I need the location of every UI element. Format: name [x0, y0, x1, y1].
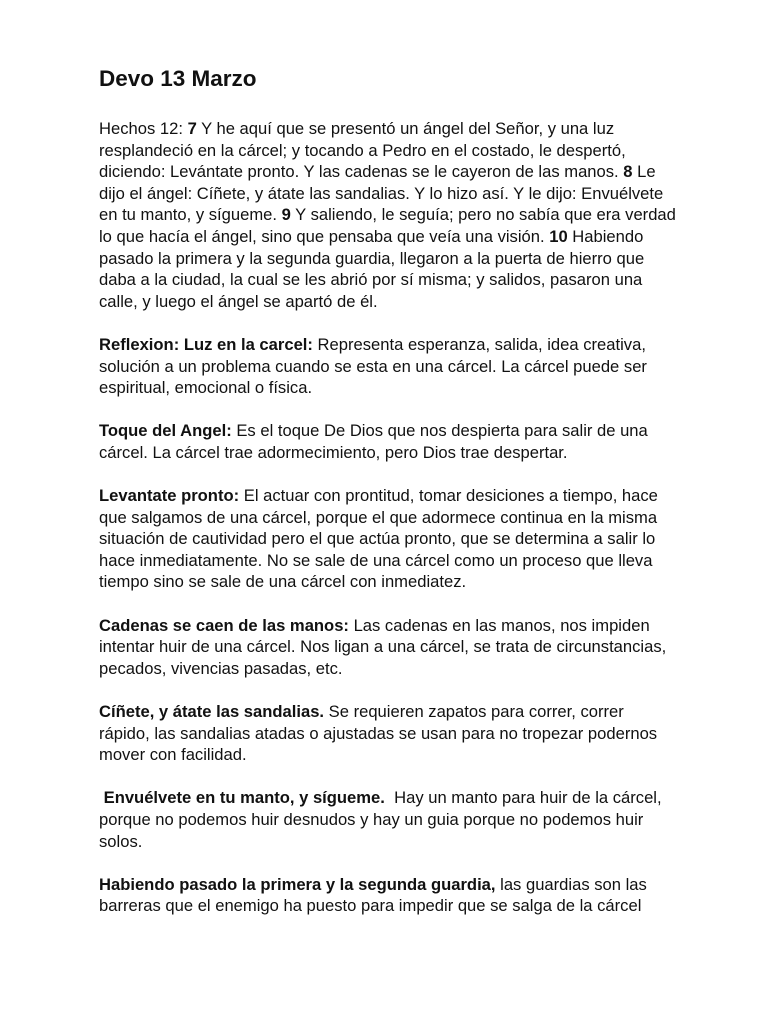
scripture-paragraph [99, 118, 679, 312]
reflection-paragraph [99, 485, 679, 593]
reflection-paragraph [99, 420, 679, 463]
scripture-text: Y he aquí que se presentó un ángel del Señor, y una luz resplandeció en la cárcel; y tocando a Pedro en el costado, le despertó, diciendo: Levántate pronto. Y las cadenas se le cayeron de las manos. [99, 119, 626, 182]
scripture-text: Hechos 12: [99, 119, 188, 138]
document-page [99, 64, 679, 939]
reflection-heading: Cadenas se caen de las manos: [99, 615, 349, 635]
reflection-heading: Levantate pronto: [99, 486, 240, 506]
verse-number: 9 [281, 205, 291, 225]
reflection-text: Es el toque De Dios que nos despierta para salir de una cárcel. La cárcel trae adormecimiento, pero Dios trae despertar. [99, 421, 648, 462]
document-title: Devo 13 Marzo [99, 66, 257, 91]
reflection-heading: Habiendo pasado la primera y la segunda guardia, [99, 874, 496, 894]
reflection-text: Las cadenas en las manos, nos impiden intentar huir de una cárcel. Nos ligan a una cárcel, se trata de circunstancias, pecados, vivencias pasadas, etc. [99, 615, 667, 678]
reflection-text: las guardias son las barreras que el enemigo ha puesto para impedir que se salga de la cárcel [99, 874, 647, 916]
reflection-heading: Reflexion: Luz en la carcel: [99, 334, 313, 354]
verse-number: 8 [623, 162, 633, 182]
reflection-text: Representa esperanza, salida, idea creativa, solución a un problema cuando se esta en una cárcel. La cárcel puede ser espiritual, emocional o física. [99, 334, 647, 398]
reflection-heading: Toque del Angel: [99, 421, 232, 441]
reflection-paragraph [99, 701, 679, 766]
reflection-text: El actuar con prontitud, tomar desiciones a tiempo, hace que salgamos de una cárcel, porque el que adormece continua en la misma situación de cautividad pero el que actúa pronto, que se determina a salir lo hace inmediatamente. No se sale de una cárcel como un proceso que lleva tiempo sino se sale de una cárcel con inmediatez. [99, 486, 658, 592]
reflection-heading: Envuélvete en tu manto, y sígueme. [99, 788, 385, 808]
reflection-paragraph [99, 874, 679, 917]
reflection-heading: Cíñete, y átate las sandalias. [99, 702, 325, 722]
verse-number: 7 [187, 119, 197, 138]
reflection-text: Hay un manto para huir de la cárcel, porque no podemos huir desnudos y hay un guia porque no podemos huir solos. [99, 788, 667, 851]
reflection-text: Se requieren zapatos para correr, correr rápido, las sandalias atadas o ajustadas se usan para no tropezar podernos mover con facilidad. [99, 702, 658, 765]
scripture-text: Y saliendo, le seguía; pero no sabía que era verdad lo que hacía el ángel, sino que pensaba que veía una visión. [99, 205, 676, 246]
scripture-text: Le dijo el ángel: Cíñete, y átate las sandalias. Y lo hizo así. Y le dijo: Envuélvete en tu manto, y sígueme. [99, 162, 664, 225]
reflection-paragraph [99, 615, 679, 680]
reflection-paragraph [99, 787, 679, 852]
scripture-text: Habiendo pasado la primera y la segunda guardia, llegaron a la puerta de hierro que daba a la ciudad, la cual se les abrió por sí misma; y salidos, pasaron una calle, y luego el ángel se apartó de él. [99, 226, 645, 311]
reflection-paragraph [99, 334, 679, 399]
verse-number: 10 [549, 226, 568, 246]
